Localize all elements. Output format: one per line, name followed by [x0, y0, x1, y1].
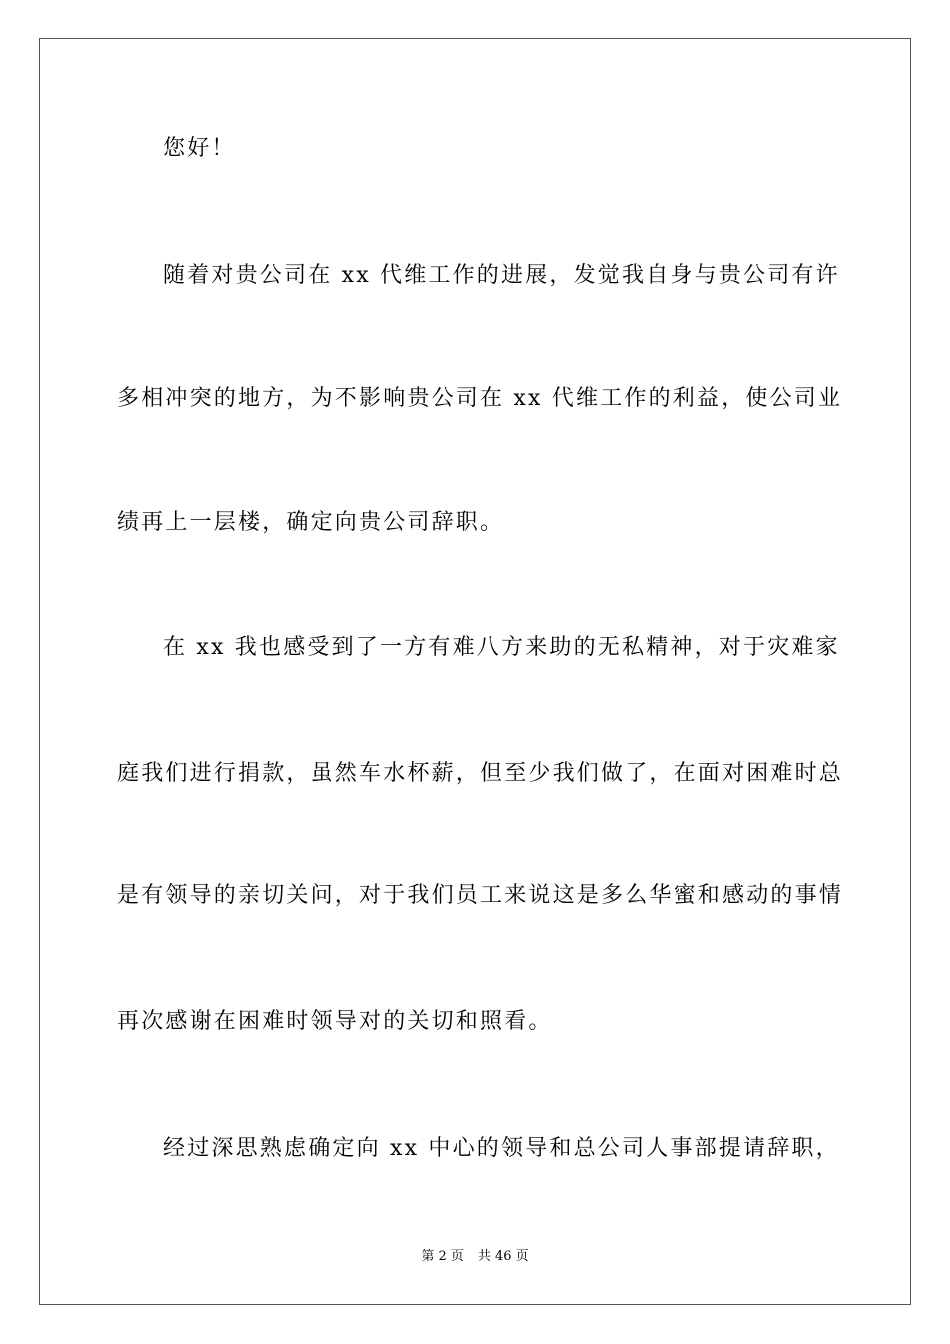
page-frame: [39, 38, 911, 1305]
paragraph-1-line-3: 绩再上一层楼，确定向贵公司辞职。: [117, 510, 505, 535]
page-number: 第 2 页: [421, 1249, 464, 1264]
greeting-line: 您好！: [163, 136, 236, 161]
paragraph-1-line-2: 多相冲突的地方，为不影响贵公司在 xx 代维工作的利益，使公司业: [117, 386, 843, 411]
paragraph-1-line-1: 随着对贵公司在 xx 代维工作的进展，发觉我自身与贵公司有许: [163, 263, 840, 288]
paragraph-2-line-2: 庭我们进行捐款，虽然车水杯薪，但至少我们做了，在面对困难时总: [117, 761, 844, 786]
page-footer: [0, 1248, 950, 1266]
paragraph-2-line-4: 再次感谢在困难时领导对的关切和照看。: [117, 1009, 553, 1034]
page-total: 共 46 页: [477, 1249, 529, 1264]
paragraph-2-line-1: 在 xx 我也感受到了一方有难八方来助的无私精神，对于灾难家: [163, 635, 840, 660]
paragraph-2-line-3: 是有领导的亲切关问，对于我们员工来说这是多么华蜜和感动的事情: [117, 883, 844, 908]
paragraph-3-line-1: 经过深思熟虑确定向 xx 中心的领导和总公司人事部提请辞职，: [163, 1136, 840, 1161]
